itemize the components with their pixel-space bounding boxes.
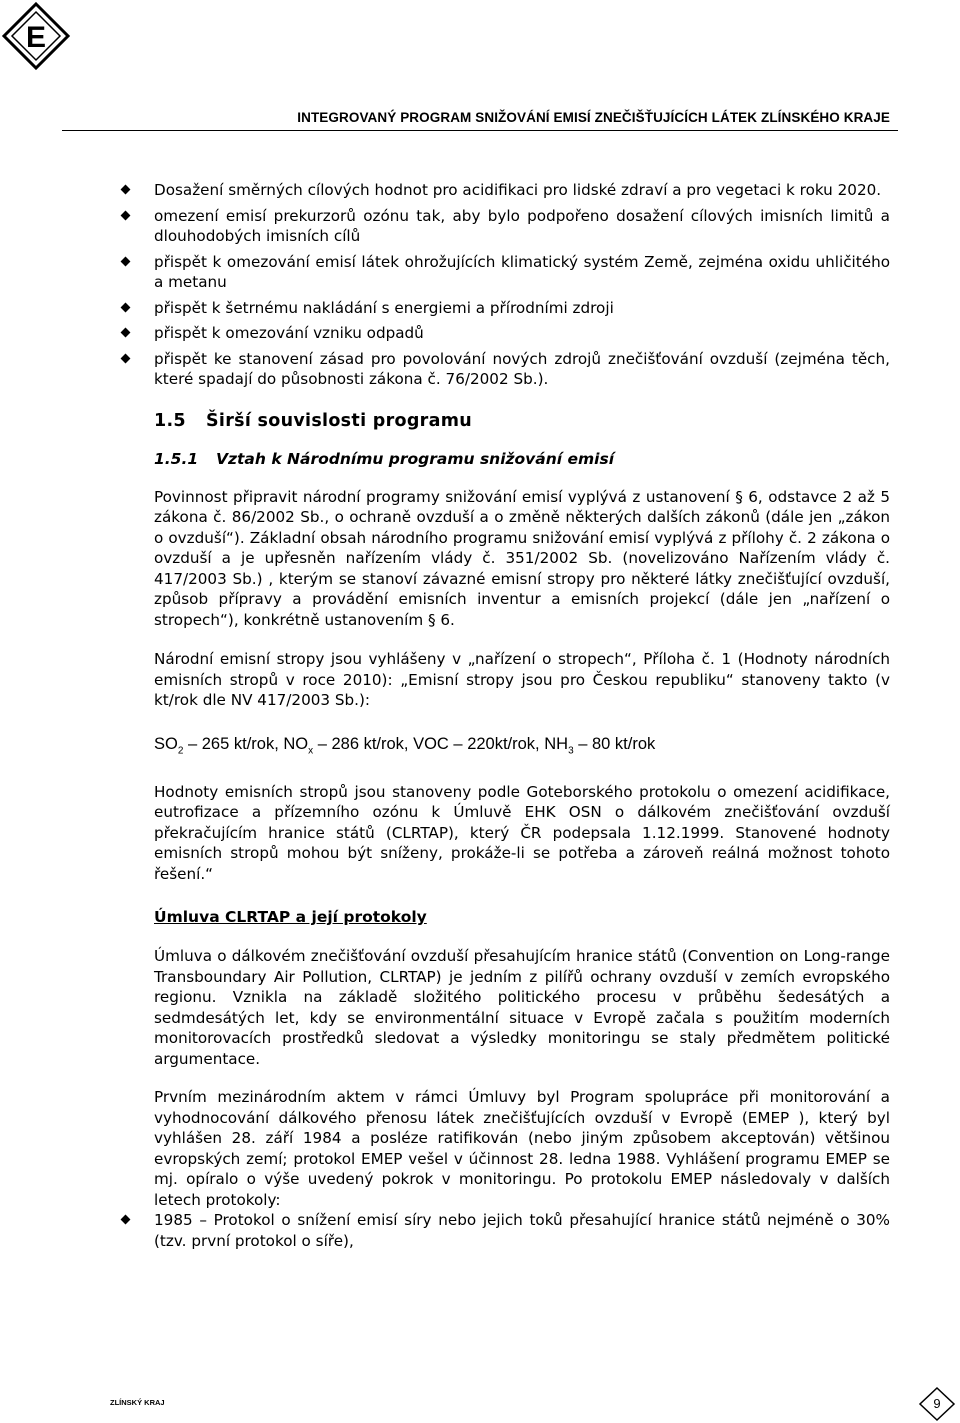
footer-region: ZLÍNSKÝ KRAJ (110, 1398, 165, 1407)
paragraph-emission-ceilings: Národní emisní stropy jsou vyhlášeny v „nařízení o stropech“, Příloha č. 1 (Hodnoty národních emisních stropů v roce 2010): „Emisní stropy jsou pro Českou republiku“ stanoveny takto (v kt/rok dle NV 417/2003 Sb.): (154, 650, 890, 709)
bullet-icon (121, 210, 131, 220)
header-title: INTEGROVANÝ PROGRAM SNIŽOVÁNÍ EMISÍ ZNEČIŠŤUJÍCÍCH LÁTEK ZLÍNSKÉHO KRAJE (297, 110, 890, 125)
list-item: přispět ke stanovení zásad pro povolování nových zdrojů znečišťování ovzduší (zejména těch, které spadají do působnosti zákona č. 76/2002 Sb.). (154, 349, 890, 390)
emission-ceilings-formula: $SO_2 - 265$ kt/rok, $NO_x - 286$ kt/rok, VOC – 220kt/rok, $NH_3 - 80$ kt/rok (154, 734, 656, 756)
list-item: Dosažení směrných cílových hodnot pro acidifikaci pro lidské zdraví a pro vegetaci k roku 2020. (154, 180, 890, 201)
section-heading: 1.5 Širší souvislosti programu (154, 410, 472, 431)
bullet-icon (121, 256, 131, 266)
paragraph-legal-basis: Povinnost připravit národní programy snižování emisí vyplývá z ustanovení § 6, odstavce 2 až 5 zákona č. 86/2002 Sb., o ochraně ovzduší a o změně některých dalších zákonů (dále jen „zákon o ovzduší“). Základní obsah národního programu snižování emisí vyplývá z přílohy č. 2 zákona o ovzduší a je upřesněn nařízením vlády č. 351/2002 Sb. (novelizováno Nařízením vlády č. 417/2003 Sb.) , kterým se stanoví závazné emisní stropy pro některé látky znečišťující ovzduší, způsob přípravy a provádění emisních inventur a emisních projekcí (dále jen „nařízení o stropech“), konkrétně ustanovením § 6. (154, 487, 890, 629)
page-number: 9 (933, 1396, 941, 1411)
logo-e-icon (0, 0, 72, 72)
paragraph-clrtap: Úmluva o dálkovém znečišťování ovzduší přesahujícím hranice států (Convention on Long-range Transboundary Air Pollution, CLRTAP) je jedním z pilířů ochrany ovzduší v zemích evropského regionu. Vznikla na základě složitého politického procesu v průběhu šedesátých a sedmdesátých let, kdy se environmentální situace v Evropě začala s použitím moderních monitorovacích prostředků sledovat a výsledky monitoringu se staly předmětem politické argumentace. (154, 947, 890, 1068)
bullet-icon (121, 328, 131, 338)
bullet-icon (121, 302, 131, 312)
paragraph-emep: Prvním mezinárodním aktem v rámci Úmluvy byl Program spolupráce při monitorování a vyhodnocování dálkového přenosu látek znečišťujících ovzduší v Evropě (EMEP ), který byl vyhlášen 28. září 1984 a posléze ratifikován (nebo jiným způsobem akceptován) většinou evropských zemí; protokol EMEP vešel v účinnost 28. ledna 1988. Vyhlášení programu EMEP se mj. opíralo o výše uvedený pokrok v monitoringu. Po protokolu EMEP následovaly v dalších letech protokoly: (154, 1088, 890, 1209)
logo-letter: E (25, 21, 47, 54)
main-content (154, 180, 890, 1254)
list-item: 1985 – Protokol o snížení emisí síry nebo jejich toků přesahující hranice států nejméně o 30% (tzv. první protokol o síře), (154, 1210, 890, 1251)
paragraph-gothenburg: Hodnoty emisních stropů jsou stanoveny podle Goteborského protokolu o omezení acidifikace, eutrofizace a přízemního ozónu k Úmluvě EHK OSN o dálkovém znečišťování ovzduší překračujícím hranice států (CLRTAP), který ČR podepsala 1.12.1999. Stanovené hodnoty emisních stropů mohou být sníženy, prokáže-li se potřeba a zároveň reálná možnost tohoto řešení.“ (154, 782, 890, 883)
header-divider (62, 130, 898, 131)
bullet-icon (121, 1215, 131, 1225)
bullet-icon (121, 353, 131, 363)
list-item: přispět k omezování emisí látek ohrožujících klimatický systém Země, zejména oxidu uhličitého a metanu (154, 252, 890, 293)
goals-list (154, 180, 890, 390)
subsection-heading: 1.5.1 Vztah k Národnímu programu snižování emisí (154, 449, 615, 468)
list-item: přispět k šetrnému nakládání s energiemi a přírodními zdroji (154, 298, 890, 319)
list-item: přispět k omezování vzniku odpadů (154, 323, 890, 344)
bullet-icon (121, 185, 131, 195)
protocols-list (154, 1210, 890, 1251)
list-item: omezení emisí prekurzorů ozónu tak, aby bylo podpořeno dosažení cílových imisních limitů a dlouhodobých imisních cílů (154, 206, 890, 247)
clrtap-heading: Úmluva CLRTAP a její protokoly (154, 908, 427, 927)
